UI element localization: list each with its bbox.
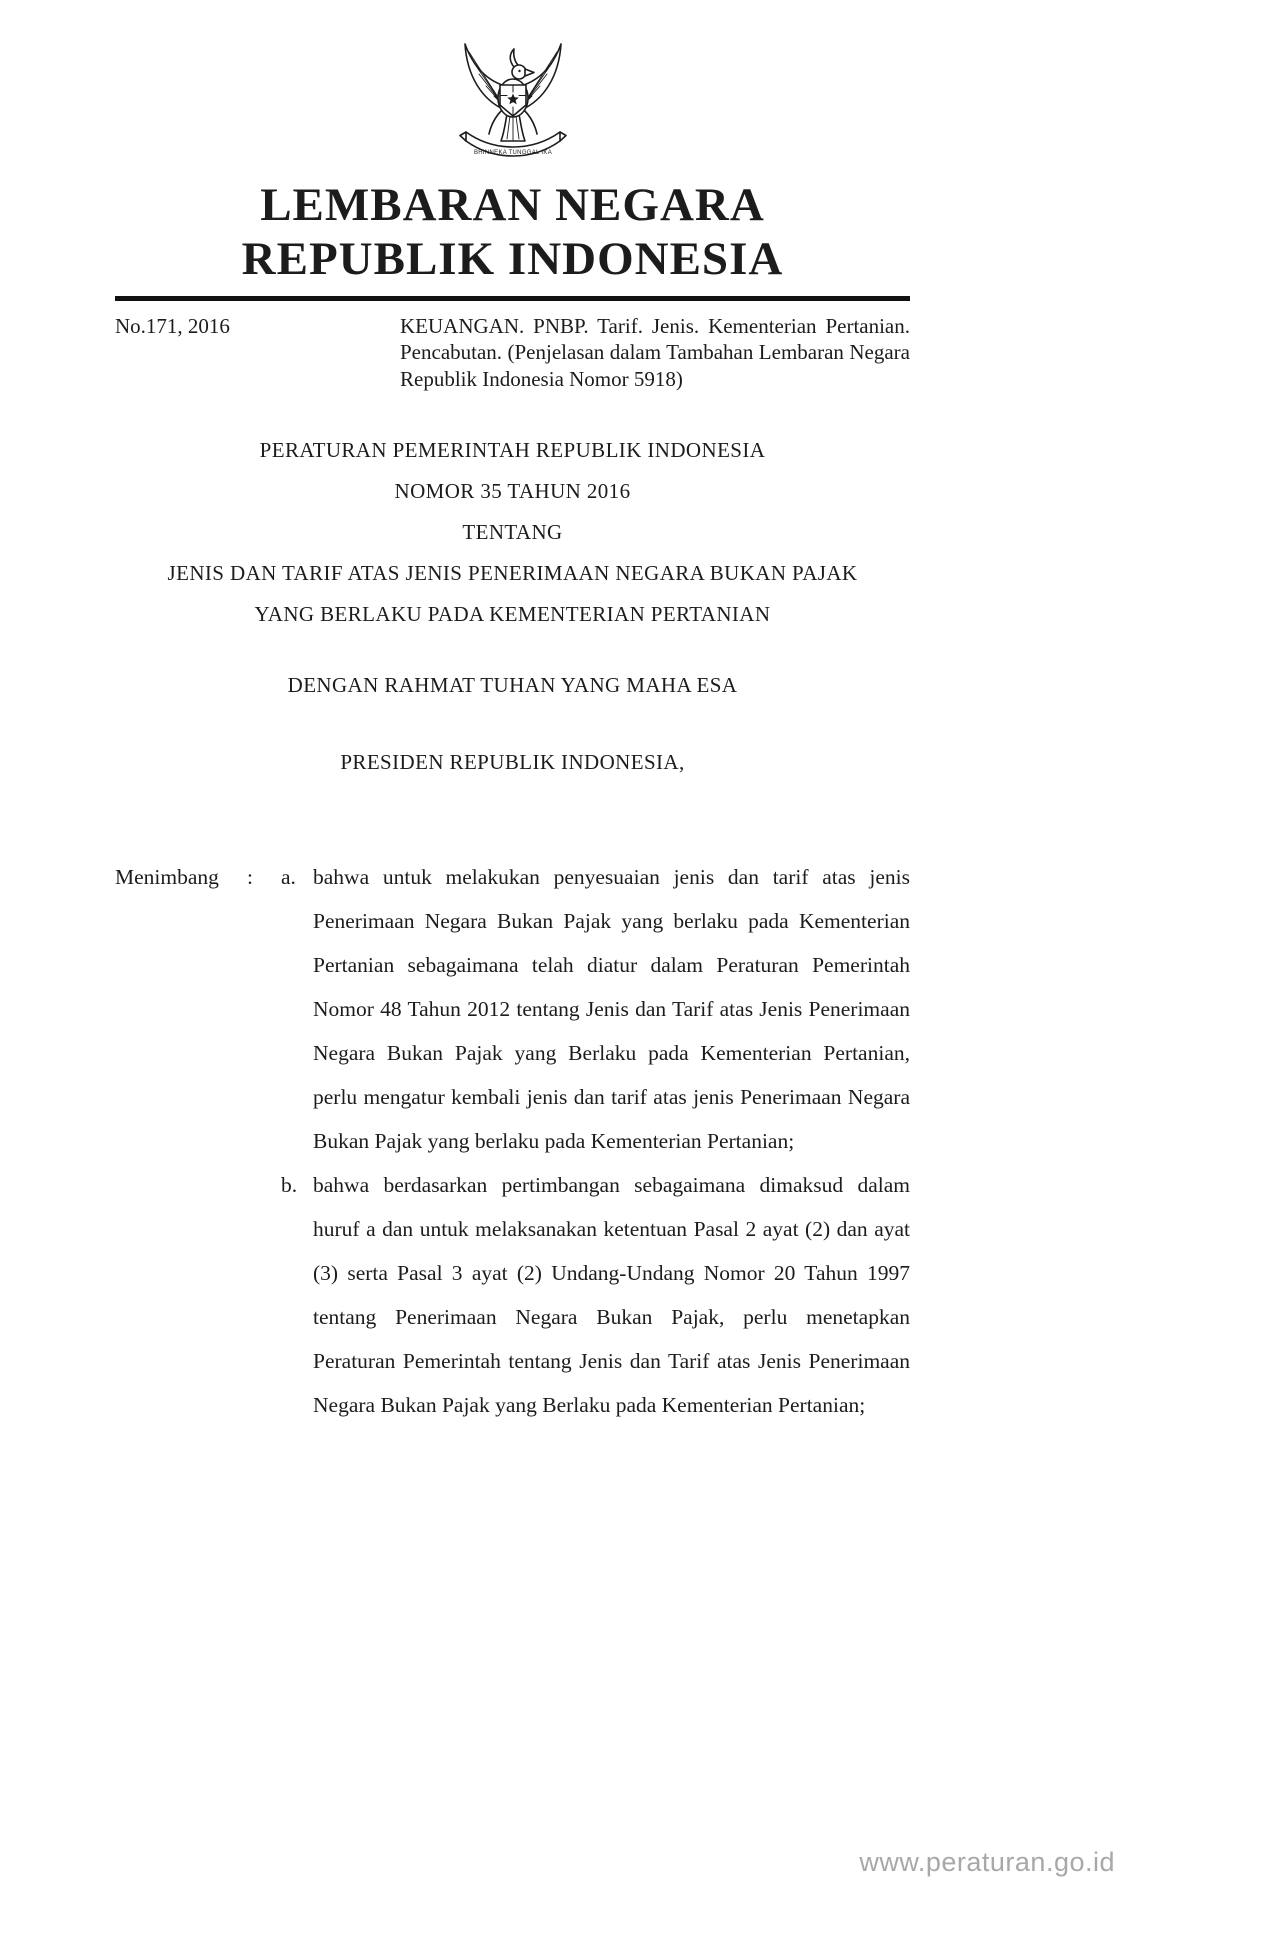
masthead-title-line1: LEMBARAN NEGARA xyxy=(260,179,765,231)
gazette-header-row xyxy=(115,313,910,392)
consideration-item-a xyxy=(281,855,910,1163)
regulation-subject-line1: JENIS DAN TARIF ATAS JENIS PENERIMAAN NEGARA BUKAN PAJAK xyxy=(167,560,858,585)
considerations-label: Menimbang xyxy=(115,864,219,889)
masthead xyxy=(115,178,910,286)
site-watermark: www.peraturan.go.id xyxy=(859,1847,1115,1877)
regulation-headings xyxy=(115,438,910,775)
emblem-container xyxy=(115,36,910,166)
subject-abstract: KEUANGAN. PNBP. Tarif. Jenis. Kementerian Pertanian. Pencabutan. (Penjelasan dalam Tambahan Lembaran Negara Republik Indonesia Nomor 5918) xyxy=(400,314,910,391)
regulation-tentang: TENTANG xyxy=(462,519,563,544)
considerations-section xyxy=(115,855,910,1427)
masthead-divider xyxy=(115,296,910,301)
regulation-subject-line2: YANG BERLAKU PADA KEMENTERIAN PERTANIAN xyxy=(254,601,771,626)
consideration-text: bahwa berdasarkan pertimbangan sebagaimana dimaksud dalam huruf a dan untuk melaksanakan ketentuan Pasal 2 ayat (2) dan ayat (3) serta Pasal 3 ayat (2) Undang-Undang Nomor 20 Tahun 1997 tentang Penerimaan Negara Bukan Pajak, perlu menetapkan Peraturan Pemerintah tentang Jenis dan Tarif atas Jenis Penerimaan Negara Bukan Pajak yang Berlaku pada Kementerian Pertanian; xyxy=(313,1172,910,1417)
consideration-marker: b. xyxy=(281,1172,298,1197)
garuda-pancasila-emblem-icon xyxy=(447,36,579,166)
invocation-line: DENGAN RAHMAT TUHAN YANG MAHA ESA xyxy=(287,672,738,697)
authority-line: PRESIDEN REPUBLIK INDONESIA, xyxy=(340,749,685,774)
regulation-number: NOMOR 35 TAHUN 2016 xyxy=(394,478,631,503)
emblem-banner-text: BHINNEKA TUNGGAL IKA xyxy=(473,150,552,156)
considerations-list xyxy=(281,855,910,1427)
issue-number: No.171, 2016 xyxy=(115,314,230,339)
consideration-marker: a. xyxy=(281,864,296,889)
masthead-title-line2: REPUBLIK INDONESIA xyxy=(241,233,784,286)
considerations-colon: : xyxy=(247,864,253,889)
page-content xyxy=(115,36,910,1427)
regulation-title: PERATURAN PEMERINTAH REPUBLIK INDONESIA xyxy=(259,437,766,462)
consideration-text: bahwa untuk melakukan penyesuaian jenis dan tarif atas jenis Penerimaan Negara Bukan Pajak yang berlaku pada Kementerian Pertanian sebagaimana telah diatur dalam Peraturan Pemerintah Nomor 48 Tahun 2012 tentang Jenis dan Tarif atas Jenis Penerimaan Negara Bukan Pajak yang Berlaku pada Kementerian Pertanian, perlu mengatur kembali jenis dan tarif atas jenis Penerimaan Negara Bukan Pajak yang berlaku pada Kementerian Pertanian; xyxy=(313,864,910,1153)
consideration-item-b xyxy=(281,1163,910,1427)
